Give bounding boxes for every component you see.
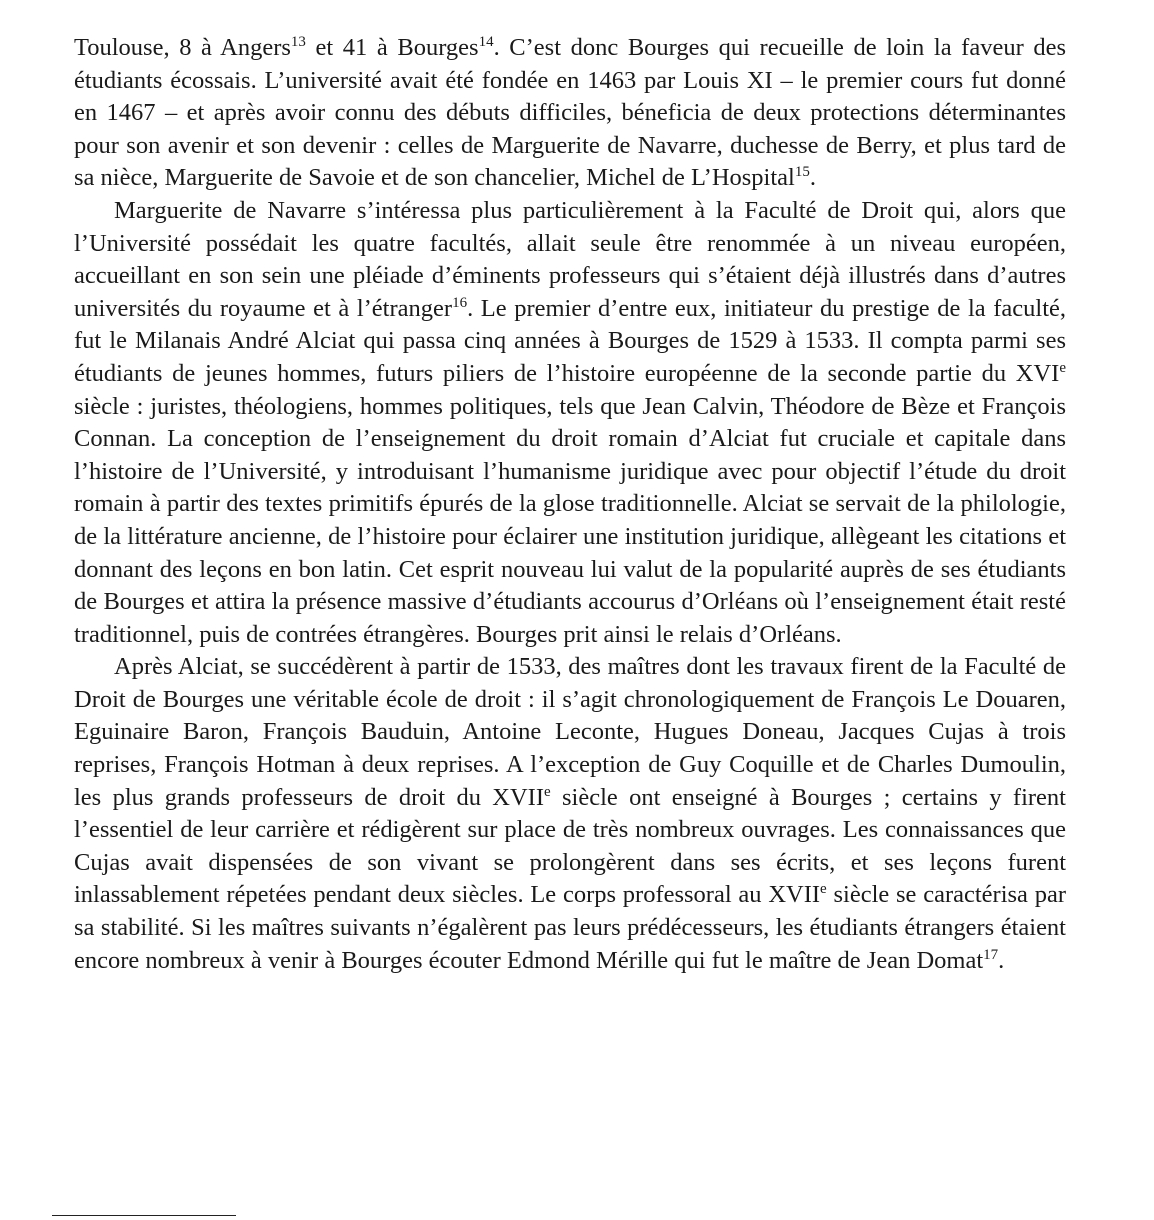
- text-run: .: [809, 164, 816, 192]
- paragraph-2: [74, 195, 1066, 651]
- footnote-separator-rule: [52, 1215, 236, 1216]
- paragraph-3: [74, 651, 1066, 977]
- century-superscript: e: [544, 783, 551, 800]
- text-run: siècle se caractérisa par sa stabilité. Si les maîtres suivants n’égalèrent pas leurs prédécesseurs, les étudiants étrangers étaient encore nombreux à venir à Bourges écouter Edmond Mérille qui fut le maître de Jean Domat: [74, 881, 1066, 974]
- footnote-ref-16: 16: [452, 294, 468, 311]
- text-run: Marguerite de Navarre s’intéressa plus particulièrement à la Faculté de Droit qui, alors que l’Université possédait les quatre facultés, allait seule être renommée à un niveau européen, accueillant en son sein une pléiade d’éminents professeurs qui s’étaient déjà illustrés dans d’autres universités du royaume et à l’étranger: [74, 196, 1066, 322]
- text-run: . C’est donc Bourges qui recueille de loin la faveur des étudiants écossais. L’université avait été fondée en 1463 par Louis XI – le premier cours fut donné en 1467 – et après avoir connu des débuts difficiles, béneficia de deux protections déterminantes pour son avenir et son devenir : celles de Marguerite de Navarre, duchesse de Berry, et plus tard de sa nièce, Marguerite de Savoie et de son chancelier, Michel de L’Hospital: [74, 34, 1066, 192]
- paragraph-1: [74, 32, 1066, 195]
- footnote-ref-17: 17: [983, 946, 999, 963]
- century-superscript: e: [1059, 359, 1066, 376]
- footnote-ref-15: 15: [794, 164, 810, 181]
- footnote-ref-14: 14: [478, 34, 494, 50]
- text-run: et 41 à Bourges: [305, 34, 479, 61]
- text-run: . Le premier d’entre eux, initiateur du prestige de la faculté, fut le Milanais André Alciat qui passa cinq années à Bourges de 1529 à 1533. Il compta parmi ses étudiants de jeunes hommes, futurs piliers de l’histoire européenne de la seconde partie du XVI: [74, 294, 1066, 387]
- footnote-ref-13: 13: [290, 34, 306, 50]
- text-run: Toulouse, 8 à Angers: [74, 34, 291, 61]
- document-page: [74, 32, 1066, 977]
- text-run: siècle ont enseigné à Bourges ; certains y firent l’essentiel de leur carrière et rédigèrent sur place de très nombreux ouvrages. Les connaissances que Cujas avait dispensées de son vivant se prolongèrent dans ses écrits, et ses leçons furent inlassablement répetées pendant deux siècles. Le corps professoral au XVII: [74, 783, 1066, 909]
- text-run: Après Alciat, se succédèrent à partir de 1533, des maîtres dont les travaux firent de la Faculté de Droit de Bourges une véritable école de droit : il s’agit chronologiquement de François Le Douaren, Eguinaire Baron, François Bauduin, Antoine Leconte, Hugues Doneau, Jacques Cujas à trois reprises, François Hotman à deux reprises. A l’exception de Guy Coquille et de Charles Dumoulin, les plus grands professeurs de droit du XVII: [74, 653, 1066, 811]
- century-superscript: e: [820, 881, 827, 898]
- text-run: siècle : juristes, théologiens, hommes politiques, tels que Jean Calvin, Théodore de Bèze et François Connan. La conception de l’enseignement du droit romain d’Alciat fut cruciale et capitale dans l’histoire de l’Université, y introduisant l’humanisme juridique avec pour objectif l’étude du droit romain à partir des textes primitifs épurés de la glose traditionnelle. Alciat se servait de la philologie, de la littérature ancienne, de l’histoire pour éclairer une institution juridique, allègeant les citations et donnant des leçons en bon latin. Cet esprit nouveau lui valut de la popularité auprès de ses étudiants de Bourges et attira la présence massive d’étudiants accourus d’Orléans où l’enseignement était resté traditionnel, puis de contrées étrangères. Bourges prit ainsi le relais d’Orléans.: [74, 392, 1066, 648]
- text-run: .: [998, 946, 1005, 974]
